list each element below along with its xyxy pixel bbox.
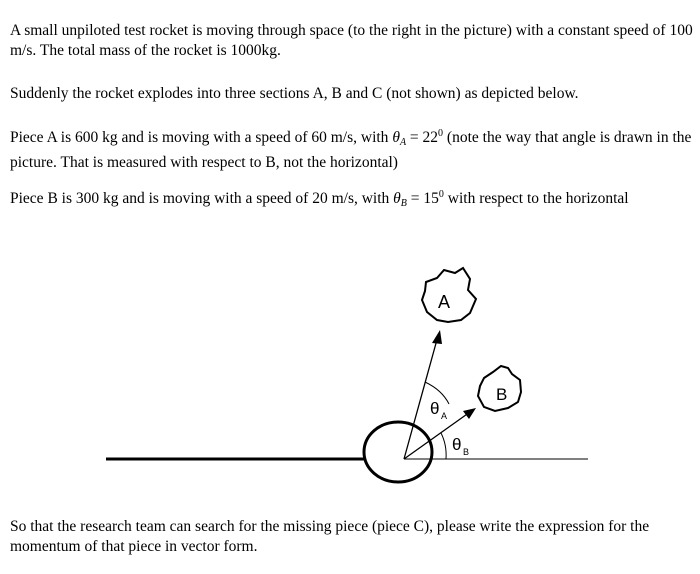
theta-a-subscript: A: [399, 137, 407, 148]
piece-b-angle-value: = 15: [406, 190, 439, 207]
intro-paragraph: A small unpiloted test rocket is moving through space (to the right in the picture) with a constant speed of 100 m/s. The total mass of the rocket is 1000kg.: [10, 22, 693, 59]
piece-b-text-before: Piece B is 300 kg and is moving with a speed of 20 m/s, with: [10, 190, 394, 207]
piece-b-label: B: [496, 385, 508, 404]
piece-a-label: A: [438, 292, 451, 312]
theta-b-label-subscript: B: [463, 447, 470, 457]
piece-a-velocity-arrow: [404, 336, 438, 459]
theta-b-arc: [441, 433, 446, 459]
theta-b-label: θ: [452, 435, 462, 454]
theta-a-symbol: θ: [392, 129, 400, 146]
theta-b-symbol: θ: [393, 190, 401, 207]
piece-a-arrowhead: [432, 330, 442, 344]
theta-a-label: θ: [430, 399, 440, 418]
theta-a-label-subscript: A: [441, 411, 448, 421]
piece-a-text-before: Piece A is 600 kg and is moving with a speed of 60 m/s, with: [10, 129, 393, 146]
question-paragraph: So that the research team can search for the missing piece (piece C), please write the expression for the momentum of that piece in vector form.: [10, 518, 650, 555]
piece-b-degree-superscript: 0: [438, 189, 444, 200]
explosion-paragraph: Suddenly the rocket explodes into three sections A, B and C (not shown) as depicted below.: [10, 85, 579, 102]
piece-b-text-after: with respect to the horizontal: [443, 190, 629, 207]
piece-b-arrowhead: [463, 408, 476, 419]
piece-a-degree-superscript: 0: [438, 128, 444, 139]
piece-a-text-after: (note the way that angle is drawn in the picture. That is measured with respect to B, not the horizontal): [10, 129, 692, 171]
rocket-body-circle: [364, 422, 432, 482]
theta-b-subscript: B: [400, 198, 407, 209]
piece-a-angle-value: = 22: [406, 129, 439, 146]
